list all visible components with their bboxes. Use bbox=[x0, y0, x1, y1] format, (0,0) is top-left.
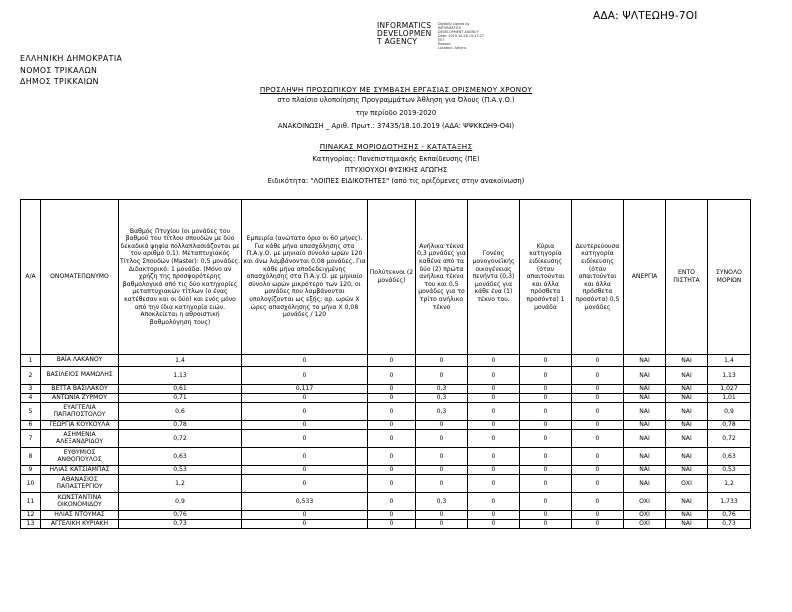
cell-cert: ΝΑΙ bbox=[666, 367, 708, 385]
program-subtitle: στο πλαίσιο υλοποίησης Προγραμμάτων Άθληση για Όλους (Π.Α.γ.Ο.) bbox=[277, 96, 515, 104]
cell-aa: 11 bbox=[21, 493, 41, 511]
cell-resume: ΟΧΙ bbox=[624, 520, 666, 529]
cell-cert: ΝΑΙ bbox=[666, 466, 708, 475]
table-row bbox=[21, 385, 751, 394]
cell-secondary-specialty: 0 bbox=[572, 511, 624, 520]
cell-multichild: 0 bbox=[368, 475, 416, 493]
cell-aa: 2 bbox=[21, 367, 41, 385]
cell-secondary-specialty: 0 bbox=[572, 403, 624, 421]
cell-secondary-specialty: 0 bbox=[572, 385, 624, 394]
cell-cert: ΝΑΙ bbox=[666, 385, 708, 394]
cert-line: DEVELOPMENT AGENCY bbox=[438, 30, 479, 34]
cell-total: 0,73 bbox=[708, 520, 751, 529]
cell-main-specialty: 0 bbox=[520, 430, 572, 448]
col-header-secondary-specialty: Δευτερεύουσα κατηγορία ειδίκευσης (όταν απαιτούνται και άλλα πρόσθετα προσόντα) 0,5 μονάδες bbox=[572, 200, 624, 355]
cell-total: 1,13 bbox=[708, 367, 751, 385]
cell-cert: ΝΑΙ bbox=[666, 430, 708, 448]
cell-name: ΕΥΑΓΓΕΛΙΑ ΠΑΠΑΠΟΣΤΟΛΟΥ bbox=[41, 403, 119, 421]
cell-single-parent: 0 bbox=[468, 394, 520, 403]
cell-minor-children: 0,3 bbox=[416, 493, 468, 511]
header-municipality: ΔΗΜΟΣ ΤΡΙΚΚΑΙΩΝ bbox=[20, 77, 99, 86]
cell-single-parent: 0 bbox=[468, 448, 520, 466]
ada-number: ΑΔΑ: ΨΛΤΕΩΗ9-7ΟΙ bbox=[593, 10, 698, 22]
cell-main-specialty: 0 bbox=[520, 355, 572, 367]
cell-name: ΒΑΪΑ ΛΑΚΑΝΟΥ bbox=[41, 355, 119, 367]
col-header-cert: ΕΝΤΟ ΠΙΣΤΗΤΑ bbox=[666, 200, 708, 355]
cell-single-parent: 0 bbox=[468, 403, 520, 421]
logo-line-3: T AGENCY bbox=[377, 37, 418, 46]
cell-resume: ΝΑΙ bbox=[624, 355, 666, 367]
cell-total: 1,2 bbox=[708, 475, 751, 493]
cell-name: ΒΑΣΙΛΕΙΟΣ ΜΑΜΩΛΗΣ bbox=[41, 367, 119, 385]
header-country: ΕΛΛΗΝΙΚΗ ΔΗΜΟΚΡΑΤΙΑ bbox=[20, 54, 123, 63]
cell-experience: 0 bbox=[242, 394, 368, 403]
cell-name: ΑΝΤΩΝΙΑ ΖΥΡΜΟΥ bbox=[41, 394, 119, 403]
cell-multichild: 0 bbox=[368, 394, 416, 403]
cell-resume: ΟΧΙ bbox=[624, 511, 666, 520]
cell-degree: 0,53 bbox=[119, 466, 242, 475]
cell-resume: ΝΑΙ bbox=[624, 448, 666, 466]
cell-aa: 10 bbox=[21, 475, 41, 493]
cell-multichild: 0 bbox=[368, 466, 416, 475]
table-row bbox=[21, 448, 751, 466]
cell-degree: 0,71 bbox=[119, 394, 242, 403]
cert-line: Location: Athens bbox=[438, 46, 467, 50]
cell-single-parent: 0 bbox=[468, 367, 520, 385]
col-header-name: ΟΝΟΜΑΤΕΠΩΝΥΜΟ bbox=[41, 200, 119, 355]
cell-aa: 1 bbox=[21, 355, 41, 367]
cell-name: ΚΩΝΣΤΑΝΤΙΝΑ ΟΙΚΟΝΟΜΙΔΟΥ bbox=[41, 493, 119, 511]
col-header-experience: Εμπειρία (ανώτατο όριο οι 60 μήνες). Για κάθε μήνα απασχόλησης στα Π.Α.γ.Ο. με μηνιαίο σύνολο ωρών 120 και άνω λαμβάνονται 0,08 μονάδες. Για κάθε μήνα αποδεδειγμένης απασχόλησης στα Π.Α.γ.Ο. με μηνιαίο σύνολο ωρών μικρότερο των 120, οι μονάδες που λαμβάνονται υπολογίζονται ως εξής: αρ. ωρών Χ ώρες απασχόλησης το μήνα Χ 0,08 μονάδες / 120 bbox=[242, 200, 368, 355]
cell-main-specialty: 0 bbox=[520, 385, 572, 394]
cell-main-specialty: 0 bbox=[520, 475, 572, 493]
cell-main-specialty: 0 bbox=[520, 421, 572, 430]
cell-aa: 12 bbox=[21, 511, 41, 520]
cell-single-parent: 0 bbox=[468, 421, 520, 430]
cell-name: ΕΥΘΥΜΙΟΣ ΑΝΘΟΠΟΥΛΟΣ bbox=[41, 448, 119, 466]
cell-main-specialty: 0 bbox=[520, 367, 572, 385]
cell-main-specialty: 0 bbox=[520, 511, 572, 520]
col-header-degree: Βαθμός Πτυχίου (οι μονάδες του βαθμού του τίτλου σπουδών με δύο δεκαδικά ψηφία πολλαπλασιάζονται με τον αριθμό 0,1). Μεταπτυχιακός Τίτλος Σπουδών (Master): 0,5 μονάδες. Διδακτορικό: 1 μονάδα. (Μόνο αν χρήζη της προσφορότερης βαθμολογικά από τις δύο κατηγορίες μεταπτυχιακών τίτλων (ο ένας κατέθεσαν και οι δύο) και ενός μόνο από την ίδια κατηγορία ειών. Αποκλείεται η αθροιστική βαθμολόγηση τους) bbox=[119, 200, 242, 355]
table-row bbox=[21, 520, 751, 529]
cell-main-specialty: 0 bbox=[520, 448, 572, 466]
cell-cert: ΟΧΙ bbox=[666, 475, 708, 493]
cell-aa: 8 bbox=[21, 448, 41, 466]
cell-resume: ΝΑΙ bbox=[624, 430, 666, 448]
cell-multichild: 0 bbox=[368, 385, 416, 394]
cell-resume: ΝΑΙ bbox=[624, 367, 666, 385]
cell-main-specialty: 0 bbox=[520, 403, 572, 421]
cell-single-parent: 0 bbox=[468, 520, 520, 529]
table-row bbox=[21, 355, 751, 367]
cell-minor-children: 0 bbox=[416, 355, 468, 367]
col-header-main-specialty: Κύρια κατηγορία ειδίκευσης (όταν απαιτούνται και άλλα πρόσθετα προσόντα) 1 μονάδα bbox=[520, 200, 572, 355]
cell-total: 1,01 bbox=[708, 394, 751, 403]
cell-secondary-specialty: 0 bbox=[572, 520, 624, 529]
cell-experience: 0 bbox=[242, 511, 368, 520]
cell-total: 1,733 bbox=[708, 493, 751, 511]
cell-cert: ΝΑΙ bbox=[666, 493, 708, 511]
cell-main-specialty: 0 bbox=[520, 394, 572, 403]
cell-secondary-specialty: 0 bbox=[572, 421, 624, 430]
ranking-table bbox=[20, 199, 751, 529]
degree-line: ΠΤΥΧΙΟΥΧΟΙ ΦΥΣΙΚΗΣ ΑΓΩΓΗΣ bbox=[344, 166, 448, 174]
cell-single-parent: 0 bbox=[468, 355, 520, 367]
cell-name: ΑΘΑΝΑΣΙΟΣ ΠΑΠΑΣΤΕΡΓΙΟΥ bbox=[41, 475, 119, 493]
cell-name: ΒΕΤΤΑ ΒΑΣΙΛΑΚΟΥ bbox=[41, 385, 119, 394]
table-title: ΠΙΝΑΚΑΣ ΜΟΡΙΟΔΟΤΗΣΗΣ - ΚΑΤΑΤΑΞΗΣ bbox=[319, 142, 473, 151]
cell-degree: 1,2 bbox=[119, 475, 242, 493]
cell-aa: 4 bbox=[21, 394, 41, 403]
table-row bbox=[21, 511, 751, 520]
table-row bbox=[21, 466, 751, 475]
cell-name: ΑΓΓΕΛΙΚΗ ΚΥΡΙΑΚΗ bbox=[41, 520, 119, 529]
document-title: ΠΡΟΣΛΗΨΗ ΠΡΟΣΩΠΙΚΟΥ ΜΕ ΣΥΜΒΑΣΗ ΕΡΓΑΣΙΑΣ ΟΡΙΣΜΕΝΟΥ ΧΡΟΝΟΥ bbox=[259, 85, 533, 94]
cell-experience: 0 bbox=[242, 355, 368, 367]
cert-line: EET bbox=[438, 38, 445, 42]
cell-cert: ΝΑΙ bbox=[666, 520, 708, 529]
cell-experience: 0 bbox=[242, 466, 368, 475]
cell-minor-children: 0 bbox=[416, 511, 468, 520]
period-subtitle: την περίοδο 2019-2020 bbox=[355, 109, 437, 117]
cell-secondary-specialty: 0 bbox=[572, 493, 624, 511]
cell-aa: 9 bbox=[21, 466, 41, 475]
cell-minor-children: 0,3 bbox=[416, 385, 468, 394]
cell-multichild: 0 bbox=[368, 430, 416, 448]
cell-aa: 3 bbox=[21, 385, 41, 394]
cell-name: ΗΛΙΑΣ ΚΑΤΣΙΑΜΠΑΣ bbox=[41, 466, 119, 475]
cell-total: 1,027 bbox=[708, 385, 751, 394]
cell-resume: ΝΑΙ bbox=[624, 385, 666, 394]
cell-single-parent: 0 bbox=[468, 430, 520, 448]
table-row bbox=[21, 367, 751, 385]
cell-minor-children: 0 bbox=[416, 475, 468, 493]
cell-multichild: 0 bbox=[368, 520, 416, 529]
table-row bbox=[21, 394, 751, 403]
cell-multichild: 0 bbox=[368, 511, 416, 520]
table-row bbox=[21, 475, 751, 493]
cell-name: ΓΕΩΡΓΙΑ ΚΟΥΚΟΥΛΑ bbox=[41, 421, 119, 430]
col-header-total: ΣΥΝΟΛΟ ΜΟΡΙΩΝ bbox=[708, 200, 751, 355]
cell-total: 1,4 bbox=[708, 355, 751, 367]
cell-single-parent: 0 bbox=[468, 466, 520, 475]
cert-line: INFORMATICS bbox=[438, 26, 462, 30]
cell-experience: 0 bbox=[242, 403, 368, 421]
cell-minor-children: 0 bbox=[416, 421, 468, 430]
cell-experience: 0,533 bbox=[242, 493, 368, 511]
cell-minor-children: 0,3 bbox=[416, 403, 468, 421]
cell-minor-children: 0 bbox=[416, 367, 468, 385]
cell-multichild: 0 bbox=[368, 493, 416, 511]
col-header-minor-children: Ανήλικα τέκνα 0,3 μονάδες για καθένα από τα δύο (2) πρώτα ανήλικα τέκνα του και 0,5 μονάδες για το τρίτο ανήλικο τέκνο bbox=[416, 200, 468, 355]
cell-aa: 7 bbox=[21, 430, 41, 448]
col-header-resume: ΑΝΕΡΓΙΑ bbox=[624, 200, 666, 355]
cell-minor-children: 0 bbox=[416, 430, 468, 448]
announcement-ref: ΑΝΑΚΟΙΝΩΣΗ _ Αριθ. Πρωτ.: 37435/18.10.2019 (ΑΔΑ: ΨΨΚΚΩΗ9-Ο4Ι) bbox=[277, 122, 515, 130]
table-row bbox=[21, 430, 751, 448]
header-prefecture: ΝΟΜΟΣ ΤΡΙΚΑΛΩΝ bbox=[20, 65, 98, 75]
cell-minor-children: 0 bbox=[416, 448, 468, 466]
cell-experience: 0 bbox=[242, 367, 368, 385]
cell-total: 0,9 bbox=[708, 403, 751, 421]
cell-single-parent: 0 bbox=[468, 475, 520, 493]
cell-multichild: 0 bbox=[368, 448, 416, 466]
cell-main-specialty: 0 bbox=[520, 493, 572, 511]
cell-experience: 0 bbox=[242, 448, 368, 466]
cell-resume: ΝΑΙ bbox=[624, 421, 666, 430]
cell-single-parent: 0 bbox=[468, 493, 520, 511]
cell-secondary-specialty: 0 bbox=[572, 394, 624, 403]
cell-secondary-specialty: 0 bbox=[572, 448, 624, 466]
cell-resume: ΝΑΙ bbox=[624, 466, 666, 475]
cert-line: Date: 2019.10.28 15:23:27 bbox=[438, 34, 485, 38]
cell-minor-children: 0 bbox=[416, 520, 468, 529]
cell-degree: 0,63 bbox=[119, 448, 242, 466]
cell-experience: 0 bbox=[242, 430, 368, 448]
cert-line: Digitally signed by bbox=[438, 22, 470, 26]
cell-secondary-specialty: 0 bbox=[572, 430, 624, 448]
table-row bbox=[21, 493, 751, 511]
specialty-line: Ειδικότητα: "ΛΟΙΠΕΣ ΕΙΔΙΚΟΤΗΤΕΣ" (από τις οριζόμενες στην ανακοίνωση) bbox=[267, 177, 525, 185]
cell-main-specialty: 0 bbox=[520, 520, 572, 529]
table-header-row bbox=[21, 200, 751, 355]
cell-degree: 1,13 bbox=[119, 367, 242, 385]
cell-resume: ΝΑΙ bbox=[624, 394, 666, 403]
cell-minor-children: 0 bbox=[416, 466, 468, 475]
logo-line-1: INFORMATICS bbox=[377, 21, 432, 30]
cell-resume: ΝΑΙ bbox=[624, 475, 666, 493]
cell-multichild: 0 bbox=[368, 421, 416, 430]
logo-line-2: DEVELOPMEN bbox=[377, 29, 432, 38]
cell-multichild: 0 bbox=[368, 367, 416, 385]
cell-total: 0,53 bbox=[708, 466, 751, 475]
cell-aa: 6 bbox=[21, 421, 41, 430]
cell-resume: ΟΧΙ bbox=[624, 493, 666, 511]
cell-secondary-specialty: 0 bbox=[572, 355, 624, 367]
cell-secondary-specialty: 0 bbox=[572, 475, 624, 493]
cell-degree: 0,9 bbox=[119, 493, 242, 511]
cell-cert: ΝΑΙ bbox=[666, 511, 708, 520]
cell-experience: 0 bbox=[242, 475, 368, 493]
table-body bbox=[21, 355, 751, 529]
cell-cert: ΝΑΙ bbox=[666, 421, 708, 430]
cell-experience: 0 bbox=[242, 520, 368, 529]
cell-cert: ΝΑΙ bbox=[666, 394, 708, 403]
digital-signature-text bbox=[438, 22, 518, 50]
cell-degree: 0,72 bbox=[119, 430, 242, 448]
cell-degree: 0,76 bbox=[119, 511, 242, 520]
cell-name: ΑΣΗΜΕΝΙΑ ΑΛΕΞΑΝΔΡΙΔΟΥ bbox=[41, 430, 119, 448]
cell-degree: 0,61 bbox=[119, 385, 242, 394]
cert-line: Reason: bbox=[438, 42, 452, 46]
cell-degree: 0,78 bbox=[119, 421, 242, 430]
col-header-aa: Α/Α bbox=[21, 200, 41, 355]
cell-single-parent: 0 bbox=[468, 511, 520, 520]
issuer-header bbox=[20, 53, 122, 88]
cell-cert: ΝΑΙ bbox=[666, 448, 708, 466]
cell-multichild: 0 bbox=[368, 403, 416, 421]
cell-single-parent: 0 bbox=[468, 385, 520, 394]
cell-degree: 0,73 bbox=[119, 520, 242, 529]
cell-aa: 5 bbox=[21, 403, 41, 421]
cell-total: 0,63 bbox=[708, 448, 751, 466]
cell-cert: ΝΑΙ bbox=[666, 403, 708, 421]
cell-total: 0,78 bbox=[708, 421, 751, 430]
cell-experience: 0 bbox=[242, 421, 368, 430]
cell-total: 0,72 bbox=[708, 430, 751, 448]
cell-secondary-specialty: 0 bbox=[572, 466, 624, 475]
cell-secondary-specialty: 0 bbox=[572, 367, 624, 385]
table-row bbox=[21, 421, 751, 430]
cell-resume: ΝΑΙ bbox=[624, 403, 666, 421]
cell-degree: 0,6 bbox=[119, 403, 242, 421]
category-line: Κατηγορίας: Πανεπιστημιακής Εκπαίδευσης (ΠΕ) bbox=[312, 155, 480, 163]
cell-multichild: 0 bbox=[368, 355, 416, 367]
cell-name: ΗΛΙΑΣ ΝΤΟΥΜΑΣ bbox=[41, 511, 119, 520]
col-header-multichild: Πολύτεκνοι (2 μονάδες) bbox=[368, 200, 416, 355]
cell-aa: 13 bbox=[21, 520, 41, 529]
table-row bbox=[21, 403, 751, 421]
cell-minor-children: 0,3 bbox=[416, 394, 468, 403]
cell-main-specialty: 0 bbox=[520, 466, 572, 475]
cell-total: 0,76 bbox=[708, 511, 751, 520]
cell-degree: 1,4 bbox=[119, 355, 242, 367]
col-header-single-parent: Γονέας μονογονεϊκής οικογένειας πενήντα (0,3) μονάδες για κάθε ένα (1) τέκνο του. bbox=[468, 200, 520, 355]
cell-experience: 0,117 bbox=[242, 385, 368, 394]
cell-cert: ΝΑΙ bbox=[666, 355, 708, 367]
